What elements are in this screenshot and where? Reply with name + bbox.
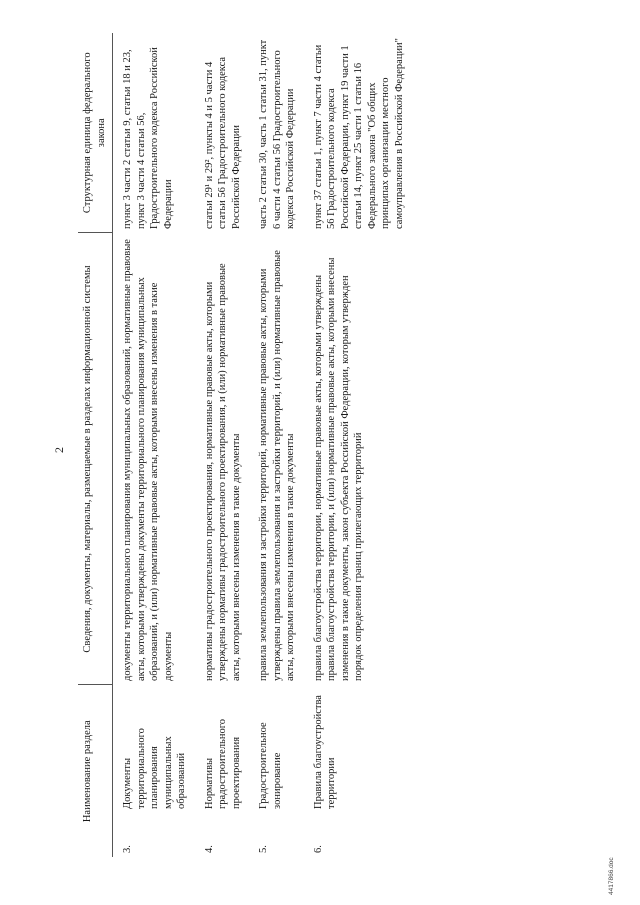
table-row — [304, 33, 413, 857]
row-section-info: нормативы градостроительного проектирования, нормативные правовые акты, которыми утверждены нормативы градостроительного проектирования, и (или) нормативные правовые акты, которыми внесены изменения в такие документы — [203, 263, 242, 681]
row-section-name: Правила благоустройства территории — [312, 695, 337, 809]
header-section-name: Наименование раздела — [78, 685, 113, 857]
row-section-info: документы территориального планирования муниципальных образований, нормативные правовые акты, которыми утверждены документы территориального планирования муниципальных образований, и (или) нормативные правовые акты, которыми внесены изменения в такие документы — [122, 239, 174, 681]
row-law-unit: пункт 3 части 2 статьи 9, статьи 18 и 23, пункт 3 части 4 статьи 56, Градостроительного кодекса Российской Федерации — [122, 47, 174, 229]
row-number: 5. — [258, 845, 269, 853]
header-law-unit: Структурная единица федерального закона — [78, 33, 113, 233]
document-file-id: 4417866.doc — [608, 857, 615, 895]
row-law-unit: пункт 37 статьи 1, пункт 7 части 4 статьи 56 Градостроительного кодекса Российской Федерации, пункт 19 части 1 статьи 14, пункт 25 части 1 статьи 16 Федерального закона "Об общих принципах организации местного самоуправления в Российской Федерации" — [312, 38, 405, 229]
page-number: 2 — [52, 447, 66, 453]
table-row — [195, 33, 250, 857]
row-section-name: Градостроительное зонирование — [258, 722, 283, 809]
row-section-name: Документы территориального планирования муниципальных образований — [122, 728, 187, 809]
row-number: 4. — [203, 845, 215, 853]
table-row — [113, 33, 195, 857]
row-section-name: Нормативы градостроительного проектирования — [203, 718, 242, 809]
row-section-info: правила землепользования и застройки территорий, нормативные правовые акты, которыми утверждены правила землепользования и застройки территорий, и (или) нормативные правовые акты, которыми внесены изменения в такие документы — [258, 250, 296, 681]
row-number: 3. — [122, 845, 133, 853]
header-section-info: Сведения, документы, материалы, размещаемые в разделах информационной системы — [78, 233, 113, 685]
table-row — [249, 33, 304, 857]
row-number: 6. — [312, 845, 324, 853]
row-section-info: правила благоустройства территории, нормативные правовые акты, которыми утверждены правила благоустройства территории, и (или) нормативные правовые акты, которыми внесены изменения в такие документы, закон субъекта Российской Федерации, которым утвержден порядок определения границ прилегающих территорий — [312, 257, 364, 681]
row-law-unit: часть 2 статьи 30, часть 1 статьи 31, пункт 6 части 4 статьи 56 Градостроительного кодекса Российской Федерации — [258, 39, 296, 229]
information-system-sections-table — [78, 33, 412, 857]
row-law-unit: статьи 29¹ и 29², пункты 4 и 5 части 4 статьи 56 Градостроительного кодекса Российской Федерации — [203, 56, 242, 229]
table-header-row — [78, 33, 113, 857]
